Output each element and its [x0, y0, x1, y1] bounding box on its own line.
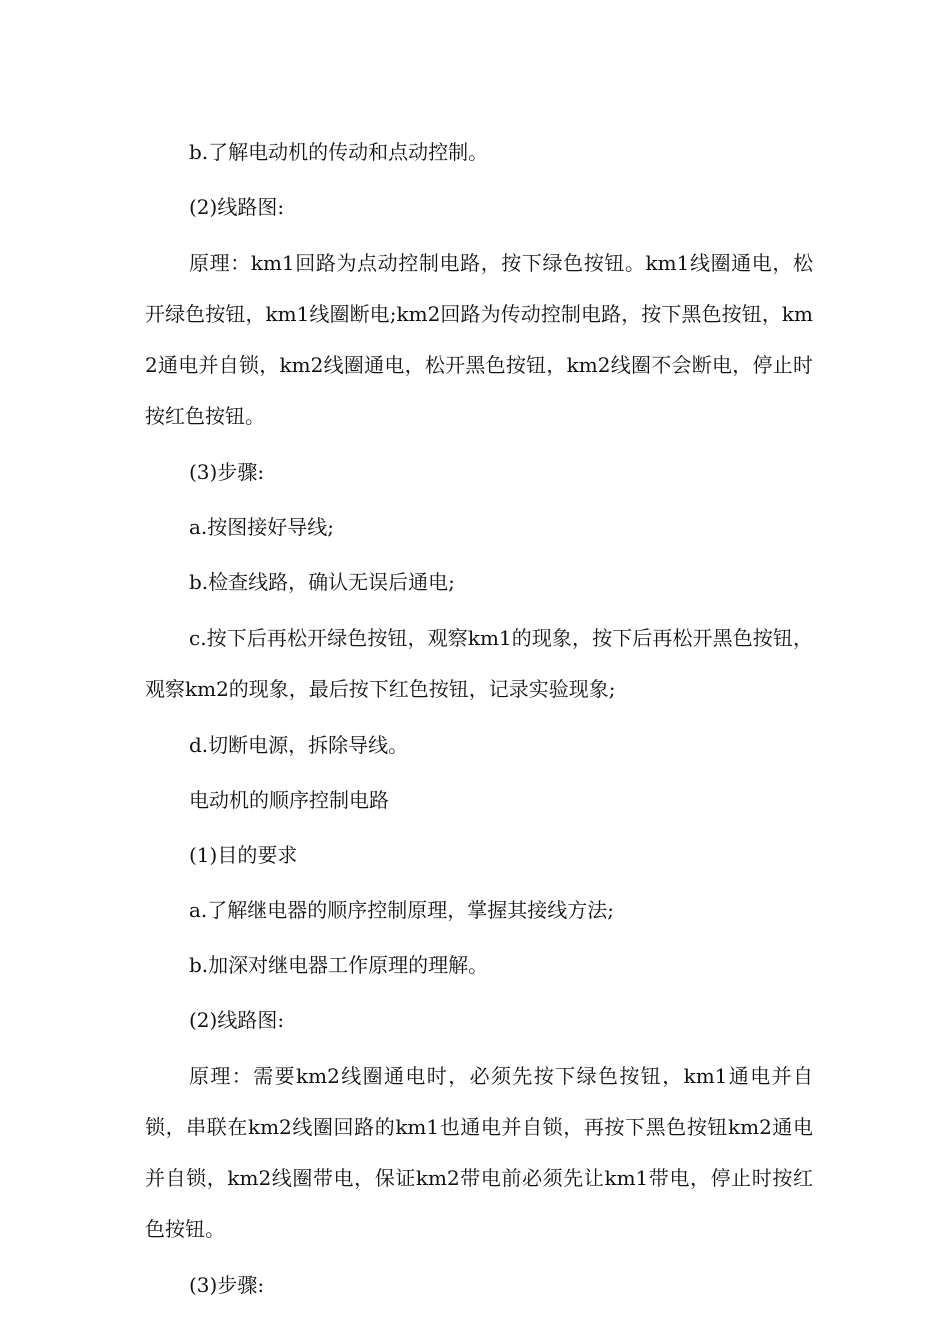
paragraph-step-d: d.切断电源，拆除导线。: [189, 733, 409, 757]
paragraph-objective-b: b.了解电动机的传动和点动控制。: [189, 140, 489, 164]
paragraph-circuit-heading: (2)线路图:: [189, 195, 285, 219]
paragraph-purpose-b: b.加深对继电器工作原理的理解。: [189, 953, 489, 977]
paragraph-steps-heading: (3)步骤:: [189, 460, 265, 484]
paragraph-principle-2: 原理：需要km2线圈通电时，必须先按下绿色按钮，km1通电并自锁，串联在km2线圈回路的km1也通电并自锁，再按下黑色按钮km2通电并自锁，km2线圈带电，保证km2带电前必须先让km1带电，停止时按红色按钮。: [145, 1064, 813, 1241]
paragraph-purpose-heading: (1)目的要求: [189, 843, 298, 867]
paragraph-step-b: b.检查线路，确认无误后通电;: [189, 570, 455, 594]
section-title-sequence-control: 电动机的顺序控制电路: [189, 788, 389, 812]
paragraph-step-a: a.按图接好导线;: [189, 515, 335, 539]
paragraph-purpose-a: a.了解继电器的顺序控制原理，掌握其接线方法;: [189, 898, 615, 922]
document-body: [145, 128, 813, 1316]
paragraph-steps-heading-2: (3)步骤:: [189, 1273, 265, 1297]
paragraph-principle: 原理：km1回路为点动控制电路，按下绿色按钮。km1线圈通电，松开绿色按钮，km1线圈断电;km2回路为传动控制电路，按下黑色按钮，km2通电并自锁，km2线圈通电，松开黑色按钮，km2线圈不会断电，停止时按红色按钮。: [145, 251, 813, 428]
paragraph-step-c: c.按下后再松开绿色按钮，观察km1的现象，按下后再松开黑色按钮，观察km2的现象，最后按下红色按钮，记录实验现象;: [145, 626, 813, 701]
paragraph-circuit-heading-2: (2)线路图:: [189, 1008, 285, 1032]
